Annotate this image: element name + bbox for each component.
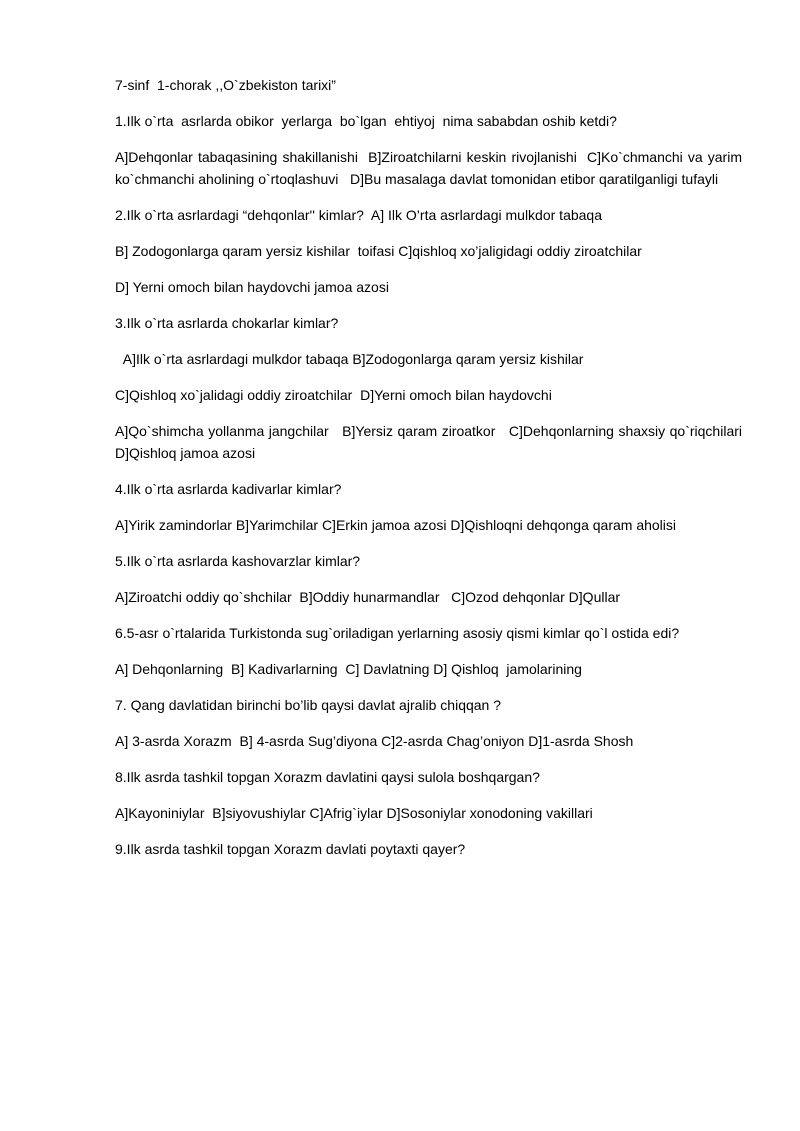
- answers-4: A]Yirik zamindorlar B]Yarimchilar C]Erkin jamoa azosi D]Qishloqni dehqonga qaram aholisi: [115, 517, 677, 533]
- question-4: 4.Ilk o`rta asrlarda kadivarlar kimlar?: [115, 481, 342, 497]
- answers-7: A] 3-asrda Xorazm B] 4-asrda Sug’diyona C]2-asrda Chag’oniyon D]1-asrda Shosh: [115, 733, 634, 749]
- question-1: 1.Ilk o`rta asrlarda obikor yerlarga bo`lgan ehtiyoj nima sababdan oshib ketdi?: [115, 113, 617, 129]
- answers-8: A]Kayoniniylar B]siyovushiylar C]Afrig`iylar D]Sosoniylar xonodoning vakillari: [115, 805, 593, 821]
- answers-3-line-2: C]Qishloq xo`jalidagi oddiy ziroatchilar D]Yerni omoch bilan haydovchi: [115, 387, 552, 403]
- answers-3-line-1: A]Ilk o`rta asrlardagi mulkdor tabaqa B]Zodogonlarga qaram yersiz kishilar: [115, 351, 584, 367]
- question-5: 5.Ilk o`rta asrlarda kashovarzlar kimlar?: [115, 553, 361, 569]
- answers-5: A]Ziroatchi oddiy qo`shchilar B]Oddiy hunarmandlar C]Ozod dehqonlar D]Qullar: [115, 589, 621, 605]
- answers-2-line-2: D] Yerni omoch bilan haydovchi jamoa azosi: [115, 279, 389, 295]
- document-title: 7-sinf 1-chorak ,,O`zbekiston tarixi”: [115, 77, 336, 93]
- document-body: [115, 74, 746, 874]
- question-9: 9.Ilk asrda tashkil topgan Xorazm davlati poytaxti qayer?: [115, 841, 466, 857]
- question-2: 2.Ilk o`rta asrlardagi “dehqonlar'' kimlar? A] Ilk O’rta asrlardagi mulkdor tabaqa: [115, 207, 603, 223]
- question-8: 8.Ilk asrda tashkil topgan Xorazm davlatini qaysi sulola boshqargan?: [115, 769, 540, 785]
- question-3: 3.Ilk o`rta asrlarda chokarlar kimlar?: [115, 315, 339, 331]
- answers-6: A] Dehqonlarning B] Kadivarlarning C] Davlatning D] Qishloq jamolarining: [115, 661, 582, 677]
- answers-2-line-1: B] Zodogonlarga qaram yersiz kishilar toifasi C]qishloq xo’jaligidagi oddiy ziroatchilar: [115, 243, 642, 259]
- answers-3-line-3: A]Qo`shimcha yollanma jangchilar B]Yersiz qaram ziroatkor C]Dehqonlarning shaxsiy qo`riqchilari D]Qishloq jamoa azosi: [115, 423, 746, 461]
- answers-1: A]Dehqonlar tabaqasining shakillanishi B]Ziroatchilarni keskin rivojlanishi C]Ko`chmanchi va yarim ko`chmanchi aholining o`rtoqlashuvi D]Bu masalaga davlat tomonidan etibor qaratilganligi tufayli: [115, 149, 746, 187]
- question-7: 7. Qang davlatidan birinchi bo’lib qaysi davlat ajralib chiqqan ?: [115, 697, 502, 713]
- question-6: 6.5-asr o`rtalarida Turkistonda sug`oriladigan yerlarning asosiy qismi kimlar qo`l ostida edi?: [115, 625, 680, 641]
